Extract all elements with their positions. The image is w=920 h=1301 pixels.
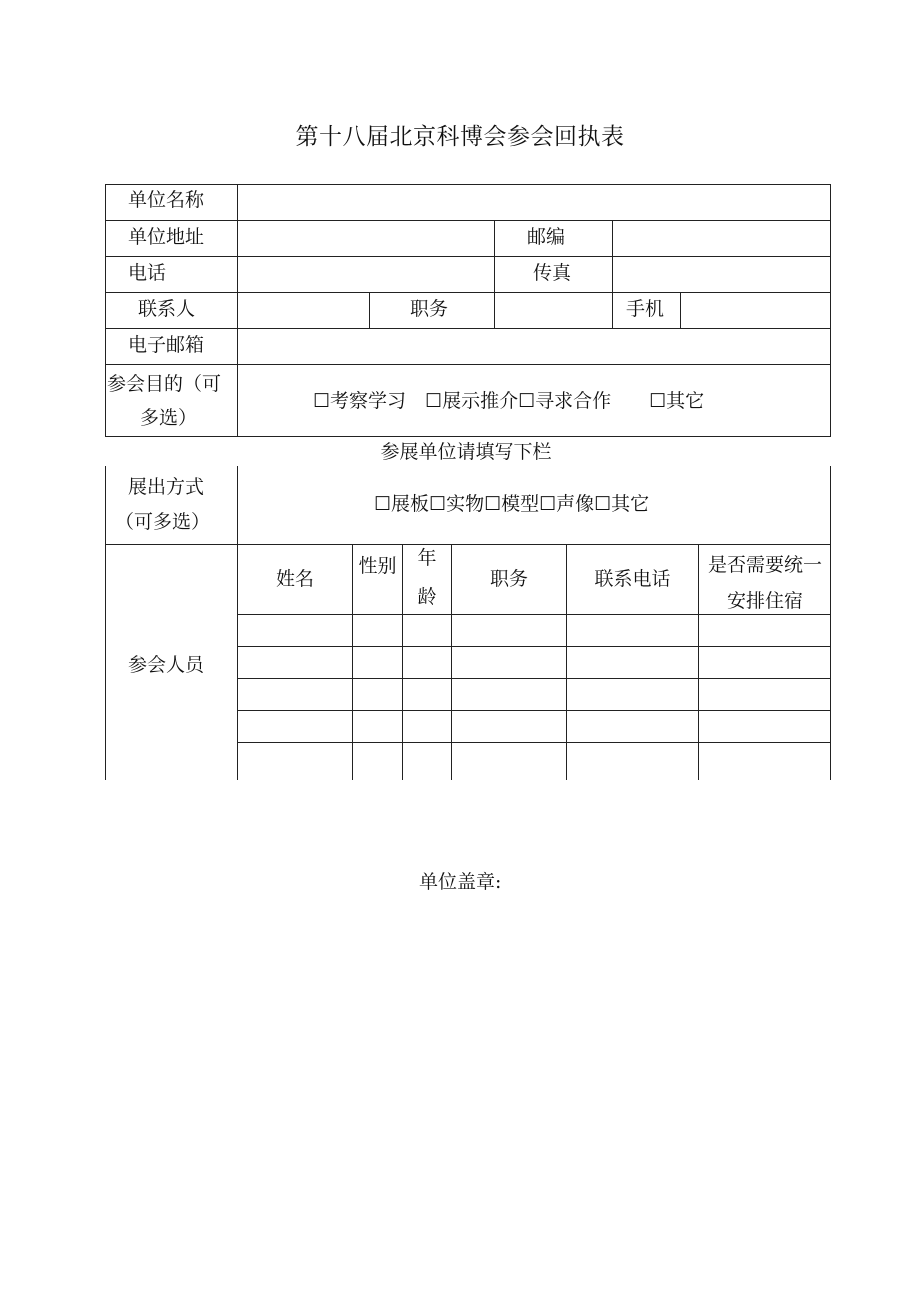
page-title: 第十八届北京科博会参会回执表 [295,124,625,150]
postcode-label: 邮编 [527,226,566,248]
header-phone: 联系电话 [594,568,671,590]
unit-name-field[interactable] [238,185,830,220]
fax-field[interactable] [613,257,830,292]
email-label: 电子邮箱 [128,334,205,356]
contact-field[interactable] [238,293,369,328]
header-age-line1: 年 [417,547,437,569]
phone-label: 电话 [128,262,167,284]
position-field[interactable] [495,293,612,328]
exhibit-method-label-line1: 展出方式 [128,476,205,498]
unit-address-label: 单位地址 [128,226,205,248]
exhibitor-note: 参展单位请填写下栏 [380,441,552,463]
mobile-label: 手机 [626,298,665,320]
attendee-row[interactable] [238,711,830,742]
header-gender: 性别 [358,555,397,577]
exhibit-method-options[interactable]: ☐展板☐实物☐模型☐声像☐其它 [374,493,650,515]
phone-field[interactable] [238,257,494,292]
header-position: 职务 [489,568,528,590]
header-lodging-line1: 是否需要统一 [707,554,822,576]
purpose-label-line1: 参会目的（可 [107,373,222,395]
header-age-line2: 龄 [417,586,437,608]
header-name: 姓名 [275,568,314,590]
attendee-row[interactable] [238,615,830,646]
fax-label: 传真 [533,262,572,284]
postcode-field[interactable] [613,221,830,256]
attendee-row[interactable] [238,679,830,710]
purpose-options[interactable]: ☐考察学习 ☐展示推介☐寻求合作 ☐其它 [313,390,705,412]
attendees-section-label: 参会人员 [128,654,205,676]
position-label: 职务 [410,298,449,320]
unit-address-field[interactable] [238,221,494,256]
attendee-row[interactable] [238,647,830,678]
seal-label: 单位盖章: [419,871,502,893]
email-field[interactable] [238,329,830,364]
contact-label: 联系人 [138,298,196,320]
attendee-row[interactable] [238,743,830,780]
purpose-label-line2: 多选） [140,407,198,429]
mobile-field[interactable] [681,293,830,328]
unit-name-label: 单位名称 [128,189,205,211]
header-lodging-line2: 安排住宿 [726,590,803,612]
exhibit-method-label-line2: （可多选） [115,511,211,533]
